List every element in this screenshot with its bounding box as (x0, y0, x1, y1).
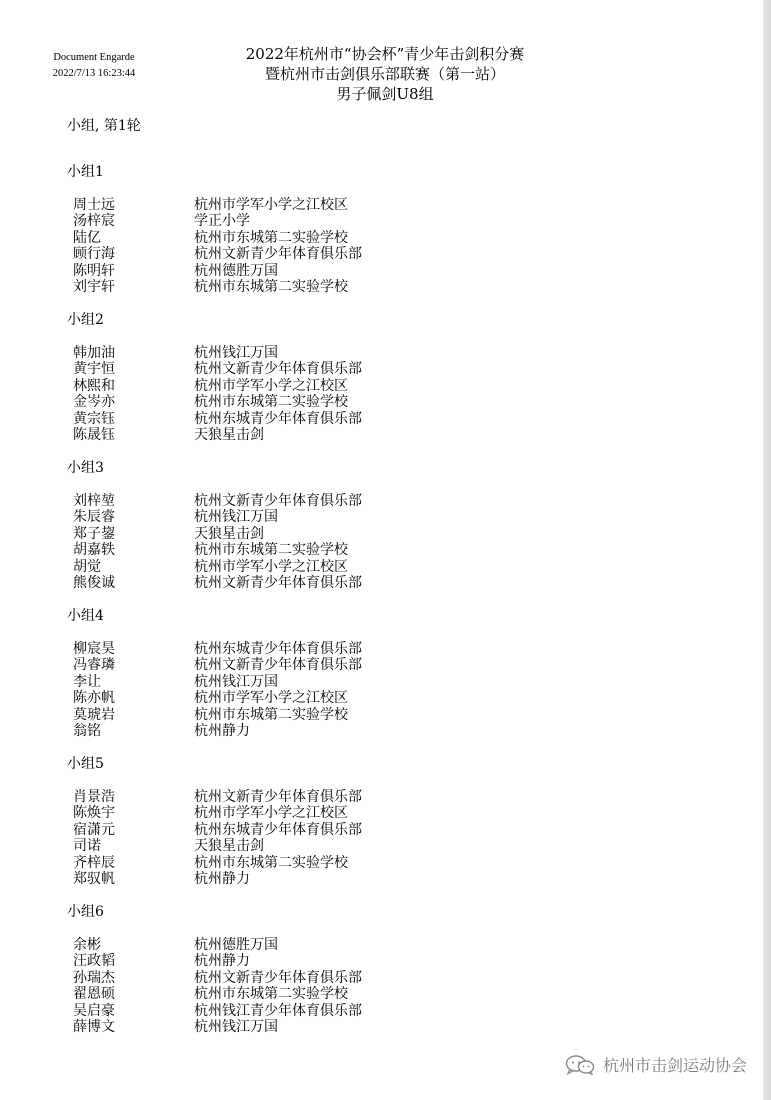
fencer-name: 陆亿 (73, 229, 101, 246)
fencer-club: 杭州东城青少年体育俱乐部 (194, 410, 362, 427)
fencer-row (73, 690, 727, 706)
fencer-club: 杭州静力 (194, 722, 250, 739)
footer-org-name: 杭州市击剑运动协会 (602, 1056, 747, 1075)
fencer-row (73, 674, 727, 690)
fencer-name: 齐梓辰 (73, 854, 115, 871)
fencer-name: 熊俊诚 (73, 574, 115, 591)
fencer-row (73, 838, 727, 854)
fencer-club: 杭州东城青少年体育俱乐部 (194, 821, 362, 838)
fencer-row (73, 542, 727, 558)
fencer-name: 韩加油 (73, 345, 115, 361)
fencer-club: 杭州文新青少年体育俱乐部 (194, 361, 362, 378)
fencer-list (73, 641, 727, 739)
fencer-name: 胡觉 (73, 558, 101, 575)
fencer-club: 杭州文新青少年体育俱乐部 (194, 789, 362, 805)
fencer-name: 陈亦帆 (73, 690, 115, 707)
wechat-icon (565, 1055, 595, 1075)
fencer-row (73, 855, 727, 871)
fencer-name: 黄宇恒 (73, 361, 115, 378)
fencer-name: 胡嘉轶 (73, 542, 115, 559)
fencer-row (73, 641, 727, 657)
fencer-club: 学正小学 (194, 213, 250, 230)
fencer-club: 杭州文新青少年体育俱乐部 (194, 574, 362, 591)
fencer-club: 杭州东城青少年体育俱乐部 (194, 641, 362, 657)
fencer-row (73, 361, 727, 377)
fencer-name: 郑子鋆 (73, 525, 115, 542)
fencer-name: 翁铭 (73, 722, 101, 739)
fencer-name: 陈晟钰 (73, 426, 115, 443)
title-block (200, 44, 570, 104)
fencer-club: 天狼星击剑 (194, 525, 264, 542)
fencer-name: 宿潇元 (73, 821, 115, 838)
fencer-club: 杭州市东城第二实验学校 (194, 278, 348, 295)
category-title: 男子佩剑U8组 (336, 85, 434, 103)
fencer-club: 杭州市学军小学之江校区 (194, 377, 348, 394)
fencer-row (73, 937, 727, 953)
fencer-club: 杭州钱江万国 (194, 509, 278, 526)
document-meta (42, 50, 146, 82)
print-datetime: 2022/7/13 16:23:44 (52, 68, 136, 79)
fencer-list (73, 345, 727, 443)
fencer-club: 杭州静力 (194, 953, 250, 970)
fencer-row (73, 378, 727, 394)
fencer-name: 汤梓宸 (73, 213, 115, 230)
group-title: 小组5 (67, 756, 104, 772)
fencer-club: 天狼星击剑 (194, 838, 264, 855)
fencer-name: 孙瑞杰 (73, 969, 115, 986)
fencer-club: 杭州市学军小学之江校区 (194, 558, 348, 575)
fencer-name: 刘宇轩 (73, 278, 115, 295)
group-title: 小组3 (67, 460, 104, 476)
fencer-club: 杭州市东城第二实验学校 (194, 229, 348, 246)
pool-group (67, 311, 727, 459)
fencer-name: 刘梓堃 (73, 493, 115, 509)
fencer-club: 杭州钱江青少年体育俱乐部 (194, 1002, 362, 1019)
fencer-name: 林熙和 (73, 377, 115, 394)
fencer-club: 杭州市东城第二实验学校 (194, 394, 348, 411)
fencer-row (73, 345, 727, 361)
fencer-club: 杭州市东城第二实验学校 (194, 542, 348, 559)
fencer-row (73, 263, 727, 279)
pool-group (67, 459, 727, 607)
fencer-row (73, 411, 727, 427)
pool-group (67, 163, 727, 311)
fencer-row (73, 822, 727, 838)
fencer-club: 杭州市东城第二实验学校 (194, 986, 348, 1003)
event-subtitle: 暨杭州市击剑俱乐部联赛（第一站） (264, 65, 505, 83)
fencer-club: 杭州德胜万国 (194, 937, 278, 953)
fencer-list (73, 937, 727, 1035)
fencer-name: 司诺 (73, 838, 101, 855)
fencer-name: 黄宗钰 (73, 410, 115, 427)
fencer-club: 杭州钱江万国 (194, 673, 278, 690)
fencer-row (73, 559, 727, 575)
fencer-row (73, 526, 727, 542)
fencer-name: 郑驭帆 (73, 870, 115, 887)
event-title: 2022年杭州市“协会杯”青少年击剑积分赛 (245, 45, 525, 63)
fencer-name: 李让 (73, 673, 101, 690)
fencer-row (73, 394, 727, 410)
fencer-name: 周士远 (73, 197, 115, 213)
round-label: 小组, 第1轮 (67, 118, 141, 134)
fencer-club: 杭州市学军小学之江校区 (194, 197, 348, 213)
fencer-name: 朱辰睿 (73, 509, 115, 526)
fencer-club: 杭州静力 (194, 870, 250, 887)
group-title: 小组1 (67, 164, 104, 180)
fencer-row (73, 1019, 727, 1035)
fencer-club: 杭州文新青少年体育俱乐部 (194, 246, 362, 263)
fencer-row (73, 279, 727, 295)
footer-watermark (565, 1053, 747, 1076)
fencer-name: 金岑亦 (73, 394, 115, 411)
group-title: 小组2 (67, 312, 104, 328)
fencer-name: 翟恩硕 (73, 986, 115, 1003)
fencer-name: 顾行海 (73, 246, 115, 263)
fencer-club: 杭州市学军小学之江校区 (194, 805, 348, 822)
software-name: Document Engarde (53, 52, 135, 63)
fencer-list (73, 197, 727, 295)
fencer-row (73, 871, 727, 887)
fencer-name: 余彬 (73, 937, 101, 953)
fencer-club: 杭州文新青少年体育俱乐部 (194, 493, 362, 509)
fencer-club: 杭州文新青少年体育俱乐部 (194, 657, 362, 674)
fencer-name: 冯睿璘 (73, 657, 115, 674)
page-edge (763, 0, 771, 1100)
fencer-club: 杭州市东城第二实验学校 (194, 706, 348, 723)
fencer-name: 柳宸昊 (73, 641, 115, 657)
fencer-row (73, 707, 727, 723)
fencer-row (73, 953, 727, 969)
fencer-club: 杭州市学军小学之江校区 (194, 690, 348, 707)
fencer-club: 杭州钱江万国 (194, 1018, 278, 1035)
fencer-club: 天狼星击剑 (194, 426, 264, 443)
fencer-row (73, 213, 727, 229)
fencer-row (73, 197, 727, 213)
fencer-row (73, 970, 727, 986)
fencer-name: 陈明轩 (73, 262, 115, 279)
fencer-row (73, 789, 727, 805)
fencer-row (73, 723, 727, 739)
pool-group (67, 903, 727, 1051)
fencer-row (73, 805, 727, 821)
fencer-club: 杭州钱江万国 (194, 345, 278, 361)
fencer-row (73, 427, 727, 443)
pool-group (67, 607, 727, 755)
fencer-row (73, 246, 727, 262)
fencer-row (73, 1003, 727, 1019)
fencer-row (73, 230, 727, 246)
group-title: 小组4 (67, 608, 104, 624)
fencer-club: 杭州市东城第二实验学校 (194, 854, 348, 871)
fencer-row (73, 986, 727, 1002)
fencer-name: 汪政韬 (73, 953, 115, 970)
fencer-list (73, 493, 727, 591)
fencer-row (73, 657, 727, 673)
fencer-list (73, 789, 727, 887)
fencer-name: 薛博文 (73, 1018, 115, 1035)
fencer-name: 吴启豪 (73, 1002, 115, 1019)
pool-group (67, 755, 727, 903)
fencer-row (73, 575, 727, 591)
fencer-club: 杭州文新青少年体育俱乐部 (194, 969, 362, 986)
fencer-row (73, 509, 727, 525)
fencer-row (73, 493, 727, 509)
group-title: 小组6 (67, 904, 104, 920)
fencer-club: 杭州德胜万国 (194, 262, 278, 279)
pool-groups (67, 163, 727, 1051)
fencer-name: 莫琥岩 (73, 706, 115, 723)
fencer-name: 肖景浩 (73, 789, 115, 805)
fencer-name: 陈焕宇 (73, 805, 115, 822)
